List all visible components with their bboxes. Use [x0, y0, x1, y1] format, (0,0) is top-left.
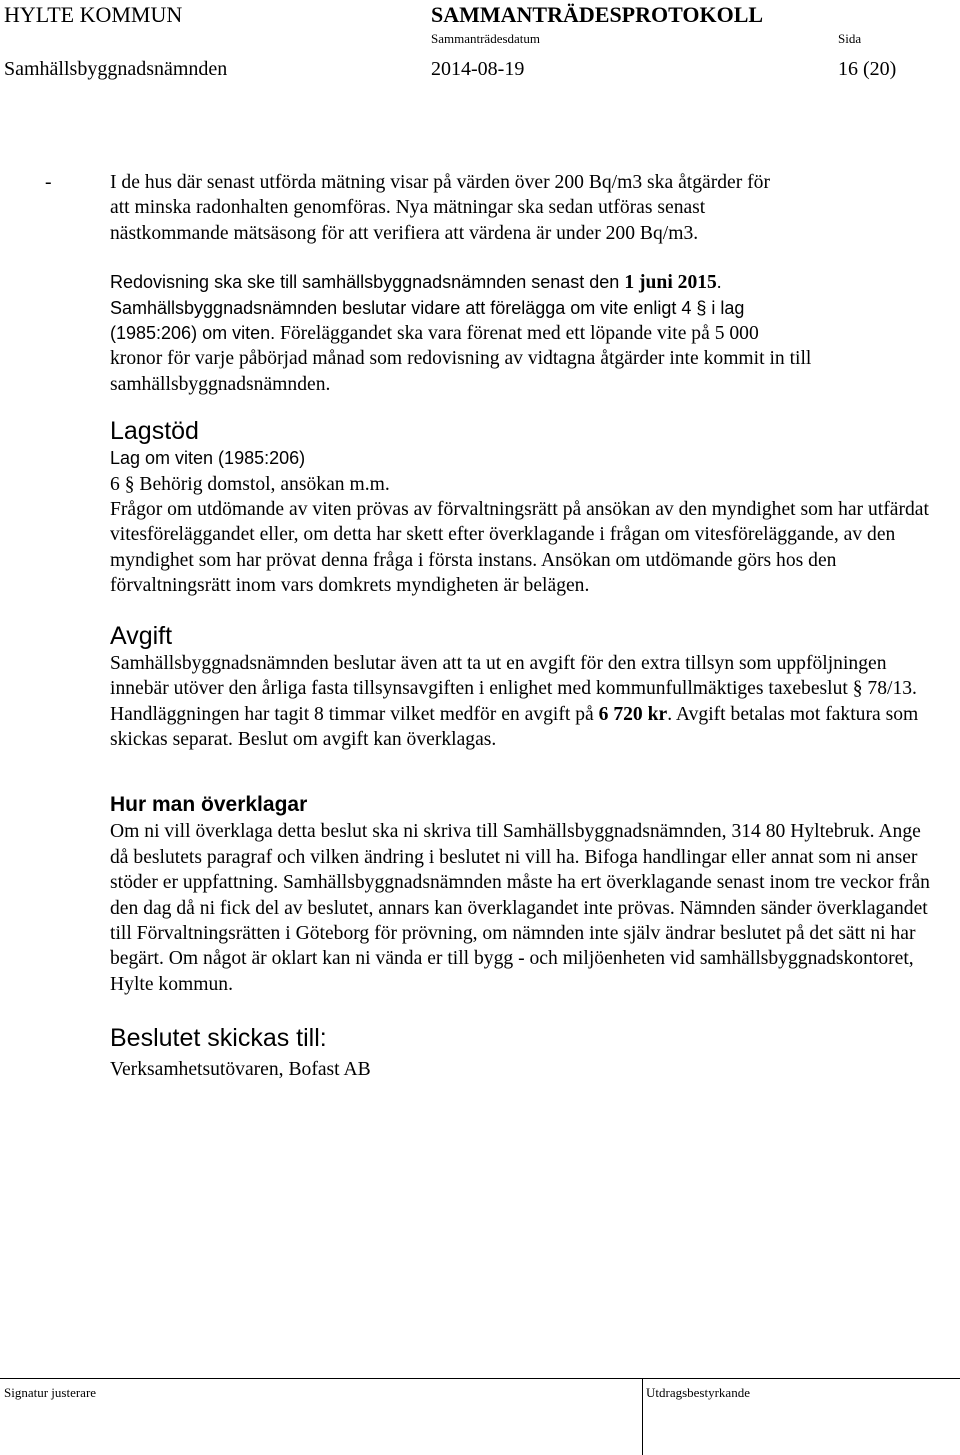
avgift-heading: Avgift — [110, 621, 173, 650]
signature-footer — [0, 1378, 960, 1455]
page-number: 16 (20) — [838, 58, 897, 80]
vite-line: Samhällsbyggnadsnämnden beslutar vidare att förelägga om vite enligt 4 § i lag — [110, 297, 745, 318]
vite-text: Föreläggandet ska vara förenat med ett löpande vite på 5 000 — [275, 323, 759, 345]
vite-line: samhällsbyggnadsnämnden. — [110, 373, 331, 395]
avgift-text-start: Samhällsbyggnadsnämnden beslutar även att ta ut en avgift för den extra tillsyn som uppföljningen innebär utöver den årliga fasta tillsynsavgiften i enlighet med kommunfullmäktiges taxebeslut § 78/13. Handläggningen har tagit 8 timmar vilket medför en avgift på — [110, 652, 917, 725]
signature-label: Signatur justerare — [4, 1385, 97, 1400]
meeting-date: 2014-08-19 — [431, 58, 525, 80]
avgift-amount: 6 720 kr — [598, 703, 668, 725]
lagstod-heading: Lagstöd — [110, 417, 199, 446]
lagstod-text: Frågor om utdömande av viten prövas av förvaltningsrätt på ansökan av den myndighet som har utfärdat vitesföreläggandet eller, om detta har skett efter överklagande i frågan om vitesföreläggande, av den myndighet som har prövat denna fråga i första instans. Ansökan om utdömande görs hos den förvaltningsrätt inom vars domkrets myndigheten är belägen. — [110, 499, 929, 597]
report-period: . — [716, 272, 722, 293]
bullet-line: att minska radonhalten genomföras. Nya mätningar ska sedan utföras senast — [110, 197, 706, 219]
avgift-text — [110, 651, 940, 753]
footer-divider — [642, 1379, 643, 1455]
report-sentence — [110, 270, 940, 295]
extract-label: Utdragsbestyrkande — [646, 1385, 750, 1400]
recipient: Verksamhetsutövaren, Bofast AB — [110, 1059, 371, 1081]
page-label: Sida — [838, 31, 862, 46]
report-text: Redovisning ska ske till samhällsbyggnadsnämnden senast den — [110, 272, 625, 293]
avgift-text-end: . Avgift betalas mot faktura som skickas separat. Beslut om avgift kan överklagas. — [110, 703, 919, 750]
bullet-item — [45, 170, 940, 246]
bullet-line: I de hus där senast utförda mätning visar på värden över 200 Bq/m3 ska åtgärder för — [110, 172, 770, 193]
vite-law-ref: (1985:206) om viten. — [110, 323, 276, 344]
vite-line: kronor för varje påbörjad månad som redovisning av vidtagna åtgärder inte kommit in till — [110, 348, 812, 370]
lagstod-law: Lag om viten (1985:206) — [110, 448, 306, 469]
committee-name: Samhällsbyggnadsnämnden — [4, 58, 228, 80]
vite-line — [110, 321, 940, 346]
recipients-heading: Beslutet skickas till: — [110, 1024, 327, 1053]
appeal-heading: Hur man överklagar — [110, 793, 308, 817]
document-body — [45, 170, 940, 1083]
organization-name: HYLTE KOMMUN — [4, 2, 183, 27]
report-deadline: 1 juni 2015 — [624, 272, 717, 294]
appeal-text: Om ni vill överklaga detta beslut ska ni skriva till Samhällsbyggnadsnämnden, 314 80 Hyltebruk. Ange då beslutets paragraf och vilken ändring i beslutet ni vill ha. Bifoga handlingar eller annat som ni anser stöder er uppfattning. Samhällsbyggnadsnämnden måste ha ert överklagande senast inom tre veckor från den dag då ni fick del av beslutet, annars kan överklagandet inte prövas. Nämnden sänder överklagandet till Förvaltningsrätten i Göteborg för prövning, om nämnden inte själv ändrar beslutet på det sätt ni har begärt. Om något är oklart kan ni vända er till bygg - och miljöenheten vid samhällsbyggnadskontoret, Hylte kommun. — [110, 821, 930, 995]
bullet-dash: - — [45, 172, 52, 193]
lagstod-paragraph: 6 § Behörig domstol, ansökan m.m. — [110, 473, 390, 495]
bullet-line: nästkommande mätsäsong för att verifiera att värdena är under 200 Bq/m3. — [110, 222, 699, 244]
document-title: SAMMANTRÄDESPROTOKOLL — [431, 2, 764, 27]
meeting-date-label: Sammanträdesdatum — [431, 31, 541, 46]
